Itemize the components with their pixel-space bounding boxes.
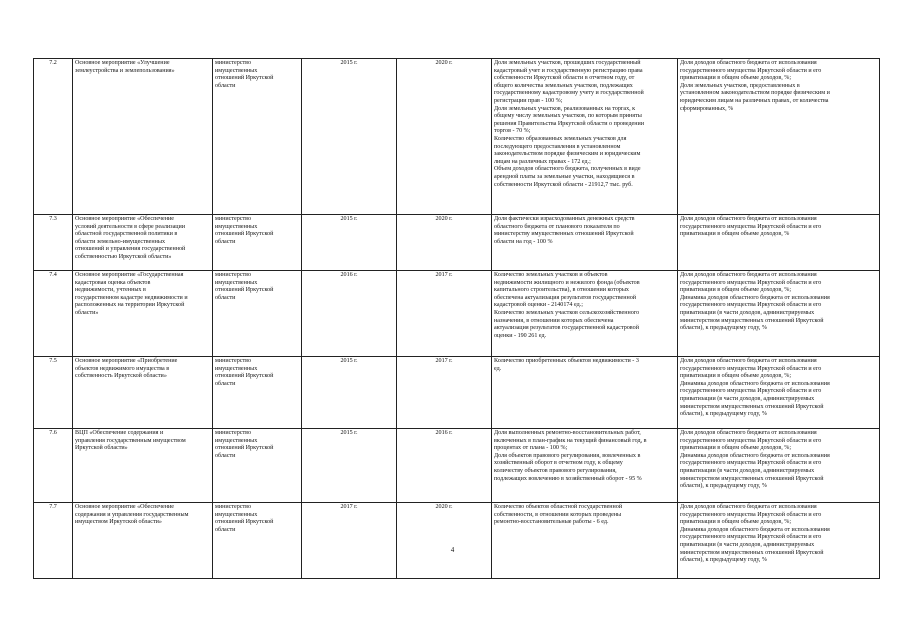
indicators-line: Доля доходов областного бюджета от использования: [680, 504, 817, 510]
results-line: Количество образованных земельных участков для: [494, 135, 627, 142]
results-line: собственности Иркутской области в отчетном году, от: [494, 75, 635, 82]
event-line: ВЦП «Обеспечение содержания и: [75, 430, 164, 436]
event-line: управления государственным имуществом: [75, 437, 186, 444]
executor-line: имущественных: [215, 511, 258, 518]
event-line: землеустройства и землепользования»: [75, 67, 175, 74]
event-name-cell: [73, 429, 213, 503]
event-line: отношений и управления государственной: [75, 246, 186, 253]
results-line: решения Правительства Иркутской области о проведении: [494, 120, 645, 127]
indicators-line: министерством имущественных отношений Иркутской: [680, 317, 824, 324]
executor-line: имущественных: [215, 67, 258, 74]
event-name-cell: [73, 59, 213, 215]
indicators-line: государственного имущества Иркутской области и его: [680, 365, 822, 372]
page-number: 4: [450, 546, 455, 554]
table-row: [34, 271, 880, 357]
end-year-cell: [397, 271, 492, 357]
indicators-line: министерством имущественных отношений Иркутской: [680, 403, 824, 410]
results-line: обеспечена актуализация результатов государственной: [494, 294, 637, 301]
start-year: 2015 г.: [340, 430, 358, 436]
executor-line: отношений Иркутской: [215, 287, 274, 294]
row-number-cell: [34, 503, 73, 579]
start-year: 2017 г.: [340, 504, 358, 510]
event-name-cell: [73, 503, 213, 579]
table-row: [34, 215, 880, 271]
target-indicators-cell: [678, 59, 880, 215]
end-year-cell: [397, 357, 492, 429]
executor-line: области: [215, 294, 236, 301]
start-year-cell: [302, 215, 397, 271]
executor-cell: [213, 59, 302, 215]
start-year-cell: [302, 357, 397, 429]
expected-results-cell: [492, 429, 678, 503]
row-number: 7.6: [49, 430, 57, 436]
results-line: Доля фактически израсходованных денежных средств: [494, 216, 635, 222]
start-year: 2015 г.: [340, 216, 358, 222]
indicators-line: Доля доходов областного бюджета от использования: [680, 216, 817, 222]
executor-line: министерство: [215, 272, 252, 278]
executor-line: министерство: [215, 60, 252, 66]
indicators-line: приватизации (в части доходов, администрируемых: [680, 309, 815, 316]
results-line: законодательством порядке физическим и юридическим: [494, 151, 641, 158]
indicators-line: приватизации в общем объеме доходов, %;: [680, 75, 792, 82]
event-line: имуществом Иркутской области»: [75, 519, 162, 526]
program-events-table: [33, 58, 880, 579]
executor-cell: [213, 357, 302, 429]
results-line: государственному кадастровому учету и государственной: [494, 90, 644, 97]
indicators-line: приватизации в общем объеме доходов, %;: [680, 373, 792, 380]
event-name-cell: [73, 357, 213, 429]
row-number: 7.2: [49, 60, 57, 66]
end-year: 2020 г.: [435, 60, 453, 66]
end-year: 2017 г.: [435, 358, 453, 364]
indicators-line: Доля доходов областного бюджета от использования: [680, 272, 817, 278]
executor-line: имущественных: [215, 437, 258, 444]
row-number-cell: [34, 271, 73, 357]
results-line: Доля выполненных ремонтно-восстановительных работ,: [494, 430, 641, 436]
results-line: последующего предоставления в установленном: [494, 143, 621, 150]
executor-line: министерство: [215, 216, 252, 222]
table-row: [34, 357, 880, 429]
executor-line: области: [215, 238, 236, 245]
indicators-line: области), к предыдущему году, %: [680, 483, 767, 490]
results-line: области на год - 100 %: [494, 238, 553, 245]
indicators-line: Доля доходов областного бюджета от использования: [680, 60, 817, 66]
start-year-cell: [302, 503, 397, 579]
results-line: хозяйственный оборот в отчетном году, к общему: [494, 460, 623, 467]
indicators-line: Динамика доходов областного бюджета от использования: [680, 294, 830, 301]
event-line: недвижимости, учтенных в: [75, 287, 146, 294]
start-year: 2015 г.: [340, 358, 358, 364]
start-year-cell: [302, 271, 397, 357]
expected-results-cell: [492, 357, 678, 429]
indicators-line: государственного имущества Иркутской области и его: [680, 279, 822, 286]
row-number-cell: [34, 429, 73, 503]
row-number-cell: [34, 357, 73, 429]
end-year: 2020 г.: [435, 216, 453, 222]
indicators-line: приватизации в общем объеме доходов, %;: [680, 287, 792, 294]
results-line: Количество приобретенных объектов недвижимости - 3: [494, 358, 639, 364]
executor-line: министерство: [215, 504, 252, 510]
executor-line: имущественных: [215, 279, 258, 286]
indicators-line: Доля земельных участков, предоставленных в: [680, 82, 800, 89]
results-line: лицам на различных правах - 172 ед.;: [494, 158, 591, 165]
end-year-cell: [397, 59, 492, 215]
event-name-cell: [73, 271, 213, 357]
results-line: капитального строительства), в отношении которых: [494, 287, 629, 294]
event-line: собственностью Иркутской области»: [75, 253, 172, 260]
indicators-line: государственного имущества Иркутской области и его: [680, 511, 822, 518]
executor-line: отношений Иркутской: [215, 373, 274, 380]
results-line: областного бюджета от планового показателя по: [494, 223, 620, 230]
results-line: торгов - 70 %;: [494, 128, 531, 135]
start-year: 2015 г.: [340, 60, 358, 66]
executor-cell: [213, 503, 302, 579]
end-year-cell: [397, 215, 492, 271]
event-line: расположенных на территории Иркутской: [75, 302, 185, 309]
indicators-line: приватизации (в части доходов, администрируемых: [680, 467, 815, 474]
results-line: собственности, в отношении которых проведены: [494, 511, 622, 518]
results-line: собственности Иркутской области - 21912,7 тыс. руб.: [494, 181, 633, 188]
indicators-line: государственного имущества Иркутской области и его: [680, 437, 822, 444]
results-line: ед.: [494, 365, 502, 372]
expected-results-cell: [492, 503, 678, 579]
row-number-cell: [34, 59, 73, 215]
event-line: области»: [75, 309, 99, 316]
event-line: Основное мероприятие «Улучшение: [75, 60, 170, 66]
indicators-line: министерством имущественных отношений Иркутской: [680, 475, 824, 482]
event-line: содержания и управления государственным: [75, 511, 189, 518]
results-line: Количество земельных участков сельскохозяйственного: [494, 309, 640, 316]
executor-line: области: [215, 526, 236, 533]
results-line: количеству объектов правового регулирования,: [494, 467, 617, 474]
end-year: 2017 г.: [435, 272, 453, 278]
indicators-line: государственного имущества Иркутской области и его: [680, 460, 822, 467]
results-line: оценки - 190 261 ед.: [494, 332, 547, 339]
indicators-line: Доля доходов областного бюджета от использования: [680, 358, 817, 364]
end-year-cell: [397, 503, 492, 579]
results-line: Доля земельных участков, прошедших государственный: [494, 60, 641, 66]
indicators-line: приватизации в общем объеме доходов, %: [680, 231, 790, 238]
row-number: 7.7: [49, 504, 57, 510]
table-row: [34, 429, 880, 503]
executor-line: министерство: [215, 358, 252, 364]
results-line: арендной платы за земельные участки, находящиеся в: [494, 173, 635, 180]
event-line: Основное мероприятие «Обеспечение: [75, 504, 174, 510]
event-line: условий деятельности в сфере реализации: [75, 223, 186, 230]
results-line: недвижимости жилищного и нежилого фонда (объектов: [494, 279, 640, 286]
end-year-cell: [397, 429, 492, 503]
results-line: общего количества земельных участков, подлежащих: [494, 82, 633, 89]
event-line: государственном кадастре недвижимости и: [75, 294, 188, 301]
event-line: собственность Иркутской области»: [75, 373, 167, 380]
indicators-line: установленном законодательством порядке физическим и: [680, 90, 830, 97]
executor-cell: [213, 215, 302, 271]
start-year: 2016 г.: [340, 272, 358, 278]
indicators-line: министерством имущественных отношений Иркутской: [680, 549, 824, 556]
results-line: ремонтно-восстановительные работы - 6 ед.: [494, 519, 609, 526]
results-line: актуализация результатов государственной кадастровой: [494, 325, 639, 332]
event-line: кадастровая оценка объектов: [75, 279, 151, 286]
event-line: области земельно-имущественных: [75, 238, 166, 245]
executor-line: министерство: [215, 430, 252, 436]
target-indicators-cell: [678, 357, 880, 429]
results-line: назначения, в отношении которых обеспечена: [494, 317, 614, 324]
executor-line: отношений Иркутской: [215, 445, 274, 452]
results-line: Доля земельных участков, реализованных на торгах, к: [494, 105, 636, 112]
indicators-line: государственного имущества Иркутской области и его: [680, 302, 822, 309]
executor-line: отношений Иркутской: [215, 231, 274, 238]
expected-results-cell: [492, 271, 678, 357]
table-row: [34, 59, 880, 215]
indicators-line: области), к предыдущему году, %: [680, 411, 767, 418]
executor-line: отношений Иркутской: [215, 75, 274, 82]
indicators-line: приватизации (в части доходов, администрируемых: [680, 395, 815, 402]
indicators-line: области), к предыдущему году, %: [680, 325, 767, 332]
event-line: Основное мероприятие «Приобретение: [75, 358, 178, 364]
results-line: кадастровой оценки - 2140174 ед.;: [494, 302, 583, 309]
end-year: 2020 г.: [435, 504, 453, 510]
indicators-line: Динамика доходов областного бюджета от использования: [680, 380, 830, 387]
results-line: Количество земельных участков и объектов: [494, 272, 608, 278]
indicators-line: области), к предыдущему году, %: [680, 557, 767, 564]
executor-line: области: [215, 82, 236, 89]
indicators-line: Динамика доходов областного бюджета от использования: [680, 452, 830, 459]
executor-line: области: [215, 380, 236, 387]
results-line: включенных в план-график на текущий финансовый год, в: [494, 437, 647, 444]
target-indicators-cell: [678, 429, 880, 503]
results-line: кадастровый учет и государственную регистрацию права: [494, 67, 643, 74]
executor-cell: [213, 429, 302, 503]
executor-line: области: [215, 452, 236, 459]
results-line: Объем доходов областного бюджета, полученных в виде: [494, 166, 641, 173]
table-body: [34, 59, 880, 579]
executor-line: имущественных: [215, 223, 258, 230]
end-year: 2016 г.: [435, 430, 453, 436]
indicators-line: Динамика доходов областного бюджета от использования: [680, 526, 830, 533]
indicators-line: государственного имущества Иркутской области и его: [680, 223, 822, 230]
results-line: министерству имущественных отношений Иркутской: [494, 231, 634, 238]
results-line: процентах от плана - 100 %;: [494, 445, 568, 452]
indicators-line: государственного имущества Иркутской области и его: [680, 534, 822, 541]
event-name-cell: [73, 215, 213, 271]
row-number: 7.4: [49, 272, 57, 278]
results-line: подлежащих вовлечению в хозяйственный оборот - 95 %: [494, 475, 642, 482]
executor-line: имущественных: [215, 365, 258, 372]
results-line: Доля объектов правового регулирования, вовлеченных в: [494, 452, 641, 459]
expected-results-cell: [492, 215, 678, 271]
indicators-line: приватизации в общем объеме доходов, %;: [680, 445, 792, 452]
target-indicators-cell: [678, 215, 880, 271]
indicators-line: юридическим лицам на различных правах, от количества: [680, 97, 829, 104]
indicators-line: государственного имущества Иркутской области и его: [680, 388, 822, 395]
table-row: [34, 503, 880, 579]
target-indicators-cell: [678, 271, 880, 357]
indicators-line: Доля доходов областного бюджета от использования: [680, 430, 817, 436]
event-line: Основное мероприятие «Обеспечение: [75, 216, 174, 222]
indicators-line: сформированных, %: [680, 105, 734, 112]
row-number-cell: [34, 215, 73, 271]
start-year-cell: [302, 59, 397, 215]
target-indicators-cell: [678, 503, 880, 579]
executor-cell: [213, 271, 302, 357]
event-line: Основное мероприятие «Государственная: [75, 272, 184, 278]
row-number: 7.5: [49, 358, 57, 364]
event-line: объектов недвижимого имущества в: [75, 365, 170, 372]
indicators-line: государственного имущества Иркутской области и его: [680, 67, 822, 74]
row-number: 7.3: [49, 216, 57, 222]
results-line: Количество объектов областной государственной: [494, 504, 623, 510]
event-line: областной государственной политики в: [75, 231, 178, 238]
results-line: регистрации прав - 100 %;: [494, 97, 563, 104]
start-year-cell: [302, 429, 397, 503]
event-line: Иркутской области»: [75, 445, 128, 452]
results-line: общему числу земельных участков, по которым приняты: [494, 113, 642, 120]
indicators-line: приватизации в общем объеме доходов, %;: [680, 519, 792, 526]
indicators-line: приватизации (в части доходов, администрируемых: [680, 541, 815, 548]
executor-line: отношений Иркутской: [215, 519, 274, 526]
expected-results-cell: [492, 59, 678, 215]
